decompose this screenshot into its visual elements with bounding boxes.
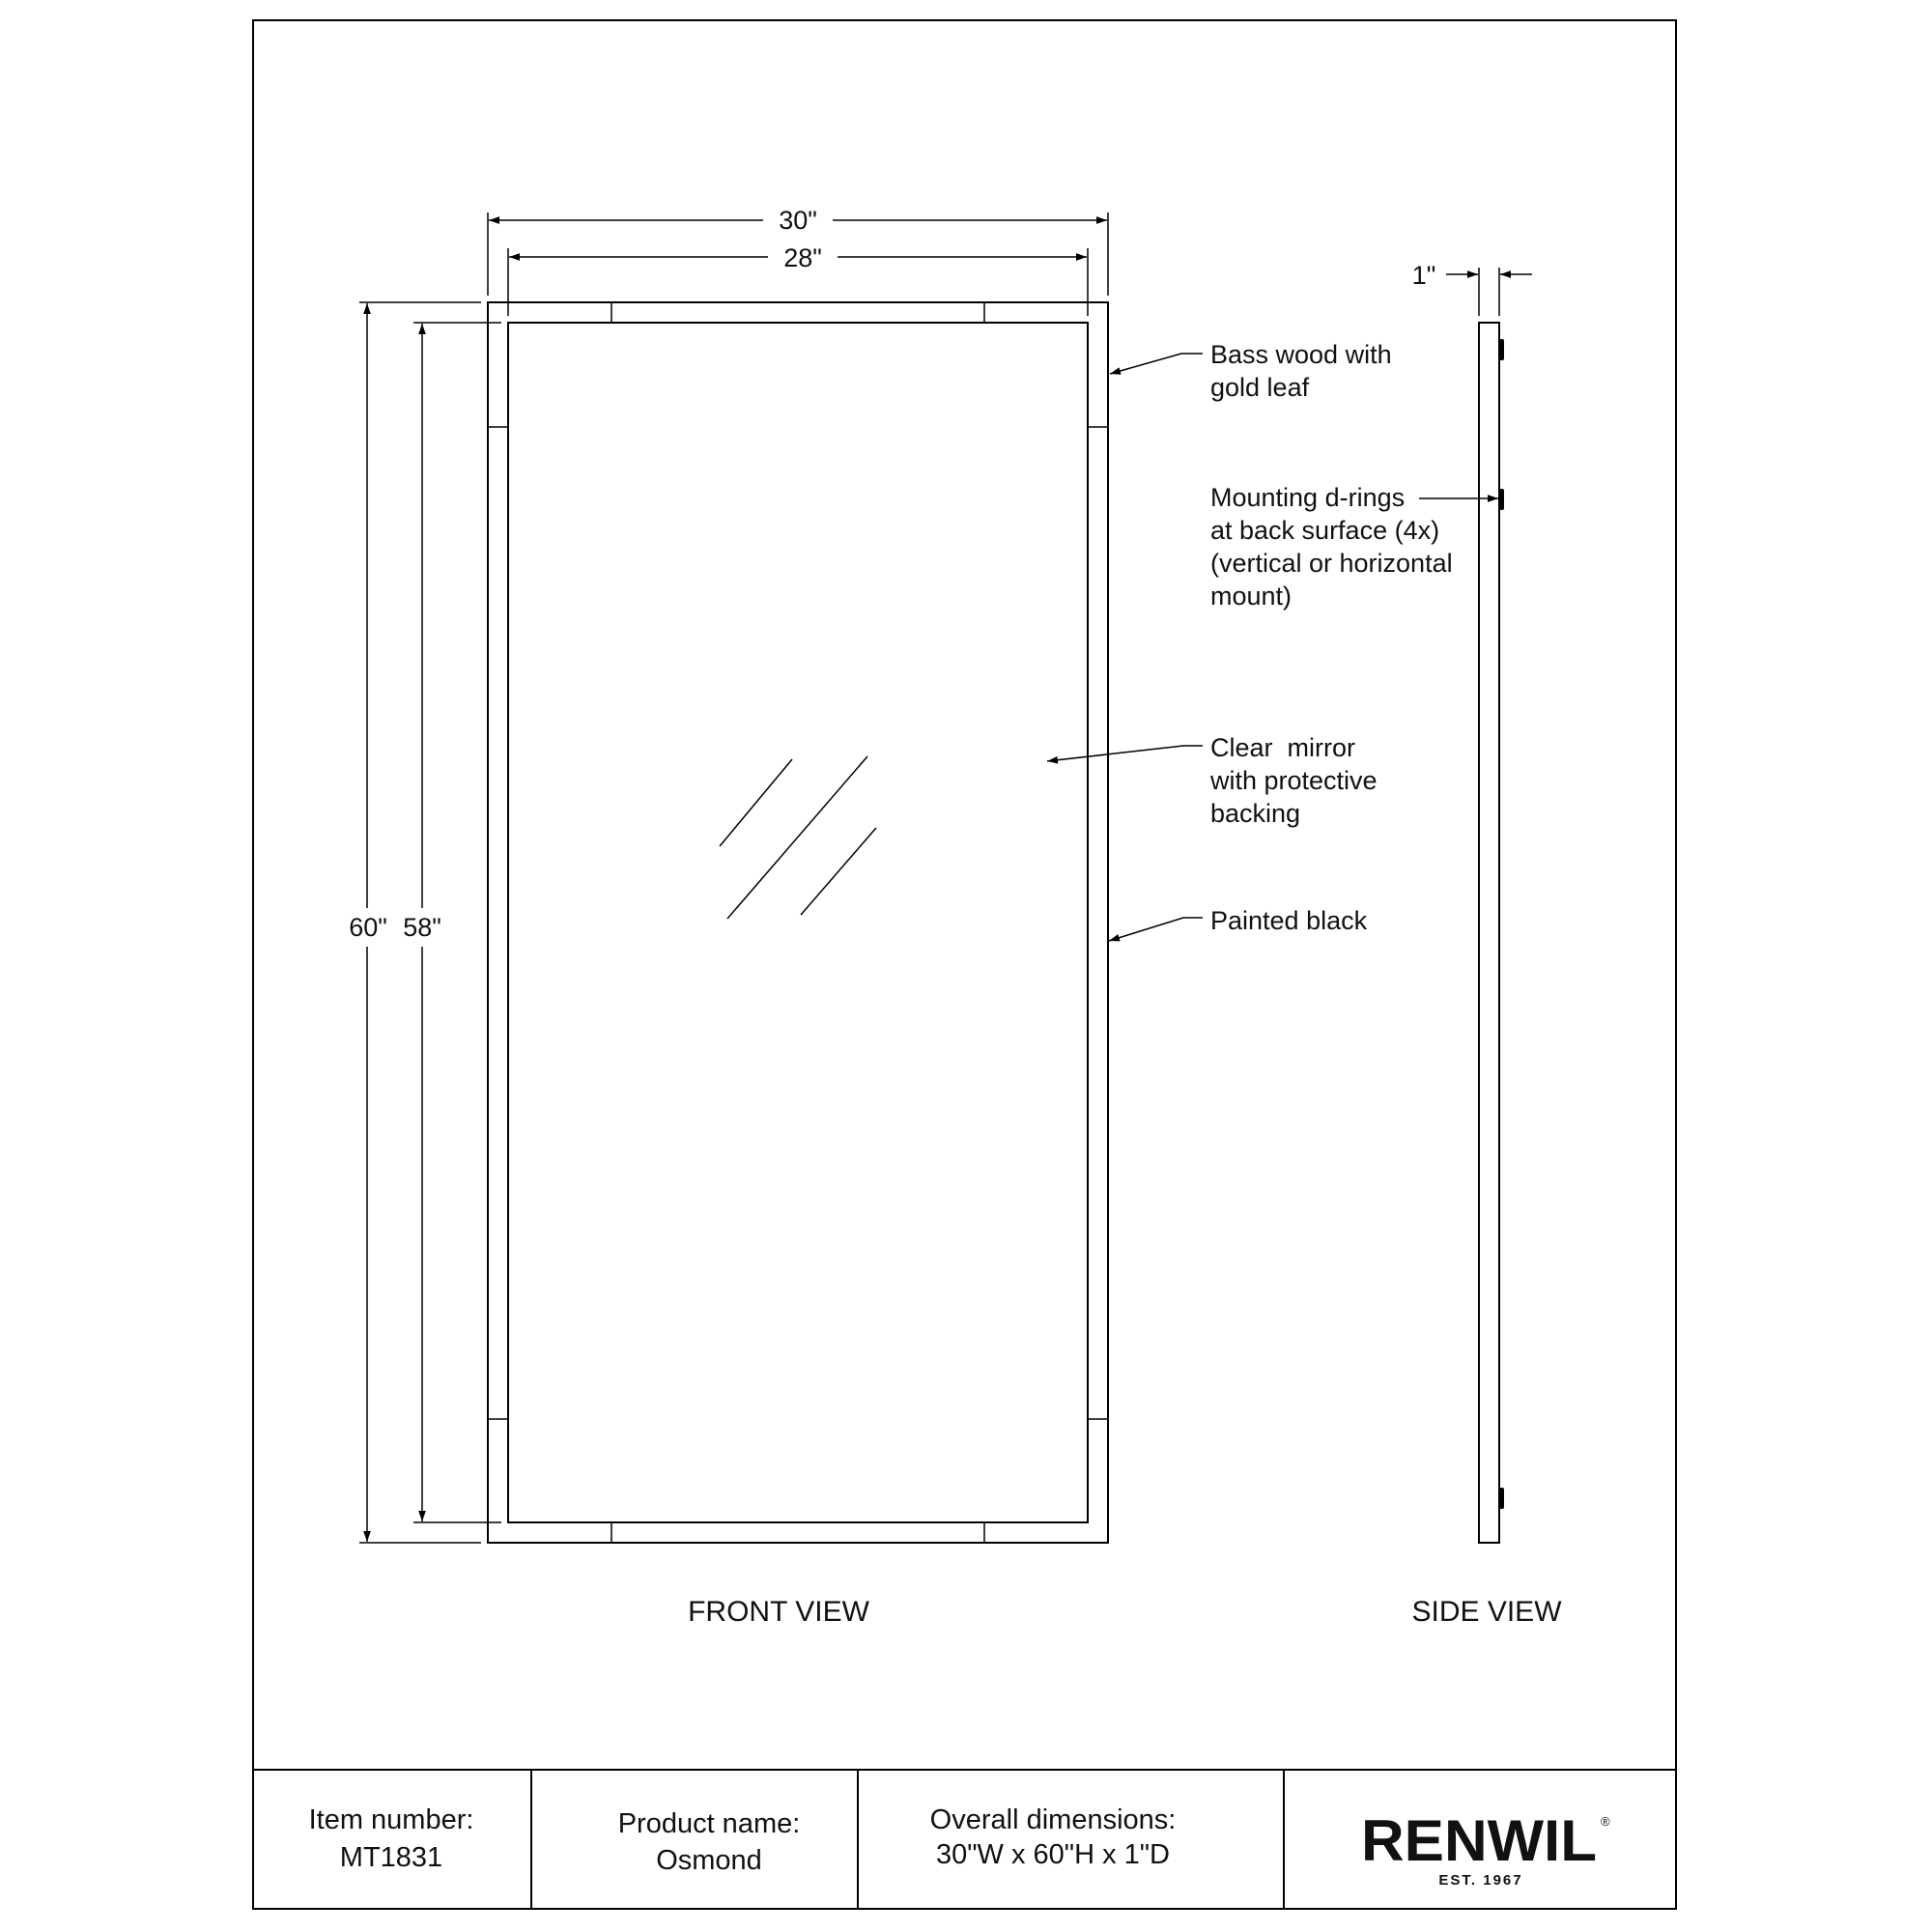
glass-reflection-marks: [720, 756, 876, 919]
depth-label: 1": [1411, 261, 1436, 290]
product-name-label: Product name:: [617, 1808, 801, 1839]
side-view-title: SIDE VIEW: [1411, 1596, 1562, 1628]
overall-dimensions-label: Overall dimensions:: [929, 1804, 1177, 1835]
outer-width-label: 30": [779, 206, 817, 235]
side-profile: [1479, 323, 1499, 1543]
registered-mark: ®: [1601, 1814, 1610, 1829]
d-ring-bottom: [1499, 1488, 1504, 1509]
note-mirror: Clear mirror with protective backing: [1210, 733, 1378, 828]
brand-name: RENWIL: [1361, 1808, 1597, 1873]
mirror-glass: [508, 323, 1088, 1522]
d-ring-top: [1499, 339, 1504, 360]
outer-height-label: 60": [349, 913, 387, 942]
brand-logo: [1361, 1808, 1610, 1889]
overall-dimensions-value: 30"W x 60"H x 1"D: [935, 1839, 1171, 1870]
inner-height-label: 58": [403, 913, 441, 942]
note-frame-material: Bass wood with gold leaf: [1210, 340, 1392, 402]
brand-established: EST. 1967: [1438, 1872, 1523, 1889]
frame-joints: [488, 302, 1108, 1543]
item-number-value: MT1831: [339, 1842, 443, 1873]
d-ring-middle: [1499, 489, 1504, 510]
inner-width-label: 28": [783, 243, 822, 272]
note-mounting: Mounting d-rings at back surface (4x) (vertical or horizontal mount): [1210, 483, 1453, 611]
frame-outer: [488, 302, 1108, 1543]
note-edge-finish: Painted black: [1210, 906, 1368, 935]
item-number-label: Item number:: [308, 1804, 474, 1835]
depth-dimension: [1446, 268, 1532, 316]
front-view-title: FRONT VIEW: [688, 1596, 869, 1628]
callout-leaders: [1047, 354, 1498, 941]
product-name-value: Osmond: [656, 1845, 762, 1876]
title-block: [253, 1770, 1676, 1909]
side-view: [1411, 261, 1562, 1628]
front-view: [349, 206, 1108, 1628]
